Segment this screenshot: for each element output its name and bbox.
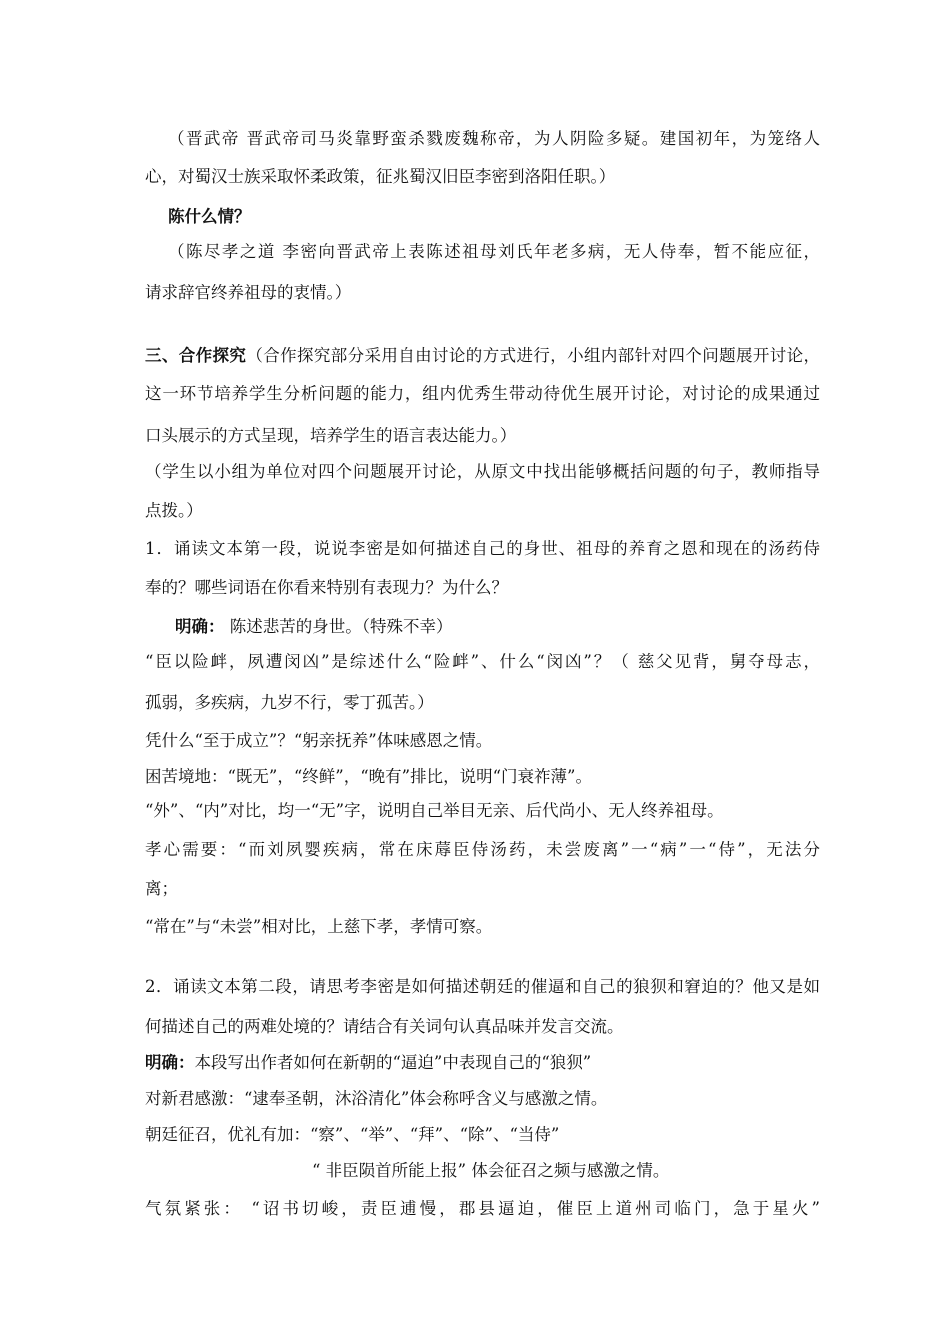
text-line-17: 困苦境地：“既无”，“终鲜”，“晚有”排比，说明“门衰祚薄”。	[145, 767, 592, 786]
text-line-24	[145, 1052, 820, 1074]
text-line-4: （陈尽孝之道 李密向晋武帝上表陈述祖母刘氏年老多病，无人侍奉，暂不能应征，	[168, 242, 820, 261]
text-line-27: “ 非臣陨首所能上报” 体会征召之频与感激之情。	[312, 1161, 670, 1180]
text-line-13	[175, 616, 820, 638]
text-line-5: 请求辞官终养祖母的衷情。）	[145, 283, 352, 302]
text-line-25: 对新君感激：“逮奉圣朝，沐浴清化”体会称呼含义与感激之情。	[145, 1089, 608, 1108]
bold-heading: 明确：	[145, 1053, 195, 1072]
text-line-15: 孤弱，多疾病，九岁不行，零丁孤苦。）	[145, 693, 434, 712]
bold-heading: 三、合作探究	[145, 346, 247, 365]
text-line-18: “外”、“内”对比，均一“无”字，说明自己举目无亲、后代尚小、无人终养祖母。	[145, 801, 724, 820]
text-line-26: 朝廷征召，优礼有加：“察”、“举”、“拜”、“除”、“当侍”	[145, 1125, 560, 1144]
text-line-28: 气氛紧张： “诏书切峻，责臣逋慢，郡县逼迫，催臣上道州司临门，急于星火”	[145, 1199, 820, 1218]
text-line-20: 离；	[145, 879, 178, 898]
text-line-14: “臣以险衅，夙遭闵凶”是综述什么“险衅”、什么“闵凶”？（ 慈父见背，舅夺母志，	[145, 652, 820, 671]
text-line-11: 1．诵读文本第一段，说说李密是如何描述自己的身世、祖母的养育之恩和现在的汤药侍	[145, 539, 820, 558]
line-text: （合作探究部分采用自由讨论的方式进行，小组内部针对四个问题展开讨论，	[246, 346, 821, 365]
text-line-23: 何描述自己的两难处境的？请结合有关词句认真品味并发言交流。	[145, 1017, 624, 1036]
text-line-16: 凭什么“至于成立”？“躬亲抚养”体味感恩之情。	[145, 731, 493, 750]
text-line-6	[145, 345, 820, 367]
text-line-19: 孝心需要：“而刘夙婴疾病，常在床蓐臣侍汤药，未尝废离”一“病”一“侍”，无法分	[145, 840, 820, 859]
text-line-9: （学生以小组为单位对四个问题展开讨论，从原文中找出能够概括问题的句子，教师指导	[145, 462, 820, 481]
text-line-8: 口头展示的方式呈现，培养学生的语言表达能力。）	[145, 426, 517, 445]
text-line-1: （晋武帝 晋武帝司马炎靠野蛮杀戮废魏称帝，为人阴险多疑。建国初年，为笼络人	[168, 129, 820, 148]
bold-heading: 明确：	[175, 617, 225, 636]
text-line-7: 这一环节培养学生分析问题的能力，组内优秀生带动待优生展开讨论，对讨论的成果通过	[145, 384, 820, 403]
text-line-22: 2．诵读文本第二段，请思考李密是如何描述朝廷的催逼和自己的狼狈和窘迫的？他又是如	[145, 977, 820, 996]
line-text: 本段写出作者如何在新朝的“逼迫”中表现自己的“狼狈”	[194, 1053, 592, 1072]
text-line-21: “常在”与“未尝”相对比，上慈下孝，孝情可察。	[145, 917, 493, 936]
text-line-3: 陈什么情？	[168, 207, 251, 226]
line-text: 陈述悲苦的身世。（特殊不幸）	[224, 617, 453, 636]
text-line-2: 心，对蜀汉士族采取怀柔政策，征兆蜀汉旧臣李密到洛阳任职。）	[145, 167, 616, 186]
text-line-12: 奉的？哪些词语在你看来特别有表现力？为什么？	[145, 578, 508, 597]
text-line-10: 点拨。）	[145, 501, 203, 520]
